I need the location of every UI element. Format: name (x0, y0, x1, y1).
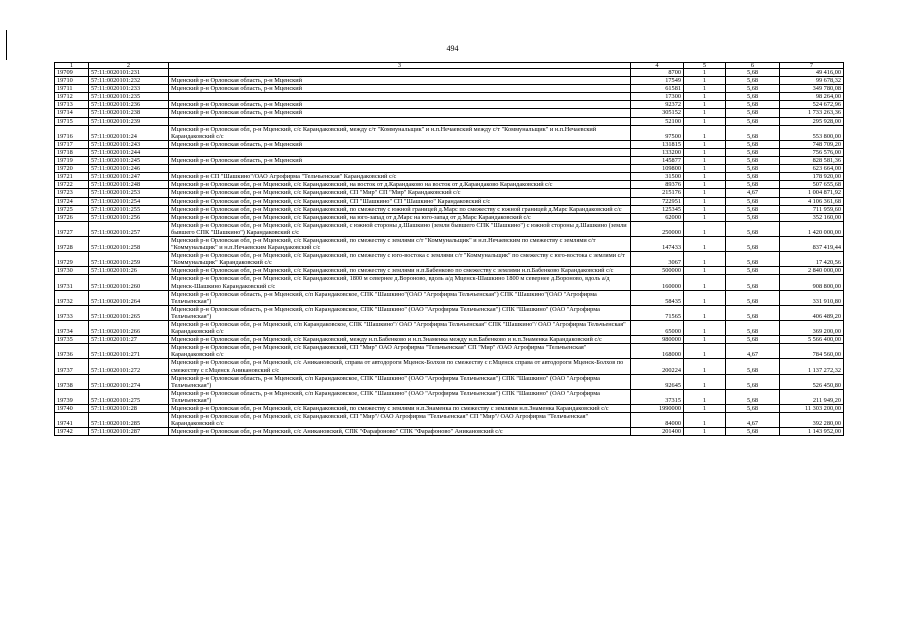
count-value: 1 (684, 221, 726, 236)
rate-value: 5,68 (726, 93, 780, 101)
cadastral-number: 57:11:0020101:231 (89, 69, 169, 77)
row-number: 19740 (55, 405, 89, 413)
cadastral-value: 711 959,60 (780, 205, 844, 213)
rate-value: 5,68 (726, 148, 780, 156)
cadastral-value: 784 560,00 (780, 344, 844, 359)
count-value: 1 (684, 165, 726, 173)
rate-value: 5,68 (726, 267, 780, 275)
location-description: Мценский р-н Орловская обл, р-н Мценский, с/с Карандаковский, по смежеству с юго-востока с землями с/т "Коммунальщик" по смежеству с юго-востока с землями с/т "Коммунальщик" Карандаковский с/с (169, 252, 631, 267)
cadastral-value: 1 004 871,92 (780, 189, 844, 197)
cadastral-number: 57:11:0020101:275 (89, 389, 169, 404)
column-header-3: 3 (169, 63, 631, 69)
rate-value: 5,68 (726, 359, 780, 374)
row-number: 19719 (55, 157, 89, 165)
table-row (55, 321, 844, 336)
location-description: Мценский р-н Орловская область, р-н Мценский, с/п Карандаковское, СПК "Шашкино" (ОАО "Агрофирма Тельчьенская") СПК "Шашкино" (ОАО "Агрофирма Тельчьенская") (169, 389, 631, 404)
cadastral-value: 908 800,00 (780, 275, 844, 290)
rate-value: 5,68 (726, 213, 780, 221)
row-number: 19726 (55, 213, 89, 221)
area-value: 62000 (631, 213, 684, 221)
location-description (169, 69, 631, 77)
area-value: 201400 (631, 428, 684, 436)
rate-value: 5,68 (726, 252, 780, 267)
location-description: Мценский р-н Орловская область, р-н Мценский (169, 140, 631, 148)
cadastral-value: 2 840 000,00 (780, 267, 844, 275)
location-description: Мценский р-н Орловская обл, р-н Мценский, с/с Карандаковский, на юго-запад от д.Марс на юго-запад от д.Марс Карандаковский с/с (169, 213, 631, 221)
cadastral-value: 828 581,36 (780, 157, 844, 165)
location-description: Мценский р-н Орловская обл, р-н Мценский, с/с Карандаковский, СП "Мир"/ ОАО Агрофирма "Тельчьенская" СП "Мир"/ ОАО Агрофирма "Тельчьенская" Карандаковский с/с (169, 413, 631, 428)
cadastral-value: 837 419,44 (780, 236, 844, 251)
location-description: Мценский р-н Орловская область, р-н Мценский, с/п Карандаковское, СПК "Шашкино" (ОАО "Агрофирма Тельчьенская") СПК "Шашкино" (ОАО "Агрофирма Тельчьенская") (169, 374, 631, 389)
cadastral-value: 5 566 400,00 (780, 336, 844, 344)
table-row (55, 205, 844, 213)
count-value: 1 (684, 405, 726, 413)
rate-value: 5,68 (726, 374, 780, 389)
row-number: 19714 (55, 109, 89, 117)
rate-value: 5,68 (726, 405, 780, 413)
count-value: 1 (684, 267, 726, 275)
cadastral-value: 211 949,20 (780, 389, 844, 404)
row-number: 19728 (55, 236, 89, 251)
table-row (55, 344, 844, 359)
cadastral-number: 57:11:0020101:247 (89, 173, 169, 181)
cadastral-value: 17 420,56 (780, 252, 844, 267)
area-value: 17549 (631, 77, 684, 85)
cadastral-number: 57:11:0020101:266 (89, 321, 169, 336)
cadastral-number: 57:11:0020101:260 (89, 275, 169, 290)
cadastral-value: 295 928,00 (780, 117, 844, 125)
column-header-5: 5 (684, 63, 726, 69)
area-value: 61581 (631, 85, 684, 93)
count-value: 1 (684, 77, 726, 85)
row-number: 19734 (55, 321, 89, 336)
cadastral-value: 553 800,00 (780, 125, 844, 140)
location-description: Мценский р-н Орловская обл, р-н Мценский, с/с Карандаковский, с южной стороны д.Шашкино (земли бывшего СПК "Шашкино") с южной стороны д.Шашкино (земли бывшего СПК "Шашкино") Карандаковский с/с (169, 221, 631, 236)
location-description: Мценский р-н Орловская область, р-н Мценский (169, 157, 631, 165)
count-value: 1 (684, 117, 726, 125)
location-description: Мценский р-н Орловская обл, р-н Мценский, с/с Карандаковский, по смежеству с землями н.п.Бабенково по смежеству с землями н.п.Бабенково Карандаковский с/с (169, 267, 631, 275)
location-description: Мценский р-н Орловская обл, р-н Мценский, с/с Карандаковский, по смежеству с землями с/т "Коммунальщик" и н.п.Нечаевским по смежеству с землями с/т "Коммунальщик" и н.п.Нечаевским Карандаковский с/с (169, 236, 631, 251)
table-row (55, 189, 844, 197)
location-description: Мценский р-н Орловская область, р-н Мценский, с/п Карандаковское, СПК "Шашкино"(ОАО "Агрофирма Тельчьенская") СПК "Шашкино"(ОАО "Агрофирма Тельчьенская") (169, 290, 631, 305)
count-value: 1 (684, 148, 726, 156)
area-value: 97500 (631, 125, 684, 140)
count-value: 1 (684, 189, 726, 197)
rate-value: 5,68 (726, 165, 780, 173)
area-value: 31500 (631, 173, 684, 181)
cadastral-value: 406 489,20 (780, 305, 844, 320)
area-value: 71565 (631, 305, 684, 320)
count-value: 1 (684, 344, 726, 359)
cadastral-number: 57:11:0020101:253 (89, 189, 169, 197)
table-row (55, 77, 844, 85)
table-row (55, 125, 844, 140)
rate-value: 5,68 (726, 197, 780, 205)
row-number: 19715 (55, 117, 89, 125)
location-description: Мценский р-н Орловская область, р-н Мценский (169, 101, 631, 109)
count-value: 1 (684, 157, 726, 165)
area-value: 147433 (631, 236, 684, 251)
area-value: 980000 (631, 336, 684, 344)
cadastral-value: 98 264,00 (780, 93, 844, 101)
rate-value: 5,68 (726, 428, 780, 436)
cadastral-number: 57:11:0020101:233 (89, 85, 169, 93)
cadastral-number: 57:11:0020101:254 (89, 197, 169, 205)
table-row (55, 389, 844, 404)
table-row (55, 413, 844, 428)
table-row (55, 374, 844, 389)
table-row (55, 236, 844, 251)
table-row (55, 140, 844, 148)
cadastral-number: 57:11:0020101:28 (89, 405, 169, 413)
area-value: 37315 (631, 389, 684, 404)
area-value: 3067 (631, 252, 684, 267)
cadastral-number: 57:11:0020101:26 (89, 267, 169, 275)
row-number: 19713 (55, 101, 89, 109)
area-value: 52100 (631, 117, 684, 125)
cadastral-number: 57:11:0020101:24 (89, 125, 169, 140)
table-row (55, 173, 844, 181)
count-value: 1 (684, 109, 726, 117)
cadastral-number: 57:11:0020101:248 (89, 181, 169, 189)
table-row (55, 165, 844, 173)
table-row (55, 148, 844, 156)
cadastral-number: 57:11:0020101:239 (89, 117, 169, 125)
count-value: 1 (684, 290, 726, 305)
cadastral-number: 57:11:0020101:258 (89, 236, 169, 251)
location-description: Мценский р-н Орловская обл, р-н Мценский, с/с Карандаковский, по смежеству с землями н.п.Знаменка по смежеству с землями н.п.Знаменка Карандаковский с/с (169, 405, 631, 413)
row-number: 19709 (55, 69, 89, 77)
area-value: 125345 (631, 205, 684, 213)
area-value: 109800 (631, 165, 684, 173)
cadastral-value: 331 910,80 (780, 290, 844, 305)
rate-value: 5,68 (726, 181, 780, 189)
row-number: 19723 (55, 189, 89, 197)
table-row (55, 405, 844, 413)
table-body (55, 69, 844, 436)
count-value: 1 (684, 140, 726, 148)
location-description (169, 117, 631, 125)
table-row (55, 101, 844, 109)
row-number: 19724 (55, 197, 89, 205)
rate-value: 4,67 (726, 189, 780, 197)
cadastral-number: 57:11:0020101:287 (89, 428, 169, 436)
area-value: 133200 (631, 148, 684, 156)
row-number: 19737 (55, 359, 89, 374)
area-value: 145877 (631, 157, 684, 165)
location-description (169, 93, 631, 101)
rate-value: 5,68 (726, 305, 780, 320)
row-number: 19721 (55, 173, 89, 181)
cadastral-value: 507 655,68 (780, 181, 844, 189)
location-description: Мценский р-н Орловская обл, р-н Мценский, с/п Карандаковское, СПК "Шашкино"/ ОАО "Агрофирма Тельчьенская" СПК "Шашкино"/ ОАО "Агрофирма Тельчьенская" Карандаковский с/с (169, 321, 631, 336)
count-value: 1 (684, 359, 726, 374)
area-value: 305152 (631, 109, 684, 117)
area-value: 92645 (631, 374, 684, 389)
count-value: 1 (684, 389, 726, 404)
cadastral-value: 756 576,00 (780, 148, 844, 156)
row-number: 19735 (55, 336, 89, 344)
count-value: 1 (684, 336, 726, 344)
rate-value: 4,67 (726, 344, 780, 359)
cadastral-value: 1 420 000,00 (780, 221, 844, 236)
count-value: 1 (684, 197, 726, 205)
count-value: 1 (684, 93, 726, 101)
cadastral-value: 352 160,00 (780, 213, 844, 221)
cadastral-number: 57:11:0020101:255 (89, 205, 169, 213)
table-row (55, 93, 844, 101)
cadastral-value: 369 200,00 (780, 321, 844, 336)
count-value: 1 (684, 275, 726, 290)
count-value: 1 (684, 205, 726, 213)
row-number: 19727 (55, 221, 89, 236)
cadastral-value: 1 143 952,00 (780, 428, 844, 436)
location-description: Мценский р-н Орловская обл, р-н Мценский, с/с Аникановский, СПК "Фарафоново" СПК "Фарафоново" Аникановский с/с (169, 428, 631, 436)
location-description (169, 165, 631, 173)
table-row (55, 85, 844, 93)
cadastral-number: 57:11:0020101:246 (89, 165, 169, 173)
area-value: 250000 (631, 221, 684, 236)
location-description: Мценский р-н Орловская обл, р-н Мценский, с/с Карандаковский, СП "Шашкино" СП "Шашкино" Карандаковский с/с (169, 197, 631, 205)
count-value: 1 (684, 236, 726, 251)
location-description: Мценский р-н Орловская обл, р-н Мценский, с/с Аникановский, справа от автодороги Мценск-Болхов по смежеству с г.Мценск справа от автодороги Мценск-Болхов по смежеству с г.Мценск Аникановский с/с (169, 359, 631, 374)
location-description: Мценский р-н Орловская область, р-н Мценский (169, 85, 631, 93)
cadastral-number: 57:11:0020101:257 (89, 221, 169, 236)
row-number: 19718 (55, 148, 89, 156)
column-header-7: 7 (780, 63, 844, 69)
area-value: 58435 (631, 290, 684, 305)
row-number: 19742 (55, 428, 89, 436)
row-number: 19711 (55, 85, 89, 93)
cadastral-number: 57:11:0020101:238 (89, 109, 169, 117)
rate-value: 5,68 (726, 275, 780, 290)
row-number: 19725 (55, 205, 89, 213)
cadastral-number: 57:11:0020101:259 (89, 252, 169, 267)
row-number: 19722 (55, 181, 89, 189)
row-number: 19720 (55, 165, 89, 173)
cadastral-value: 1 137 272,32 (780, 359, 844, 374)
cadastral-value: 623 664,00 (780, 165, 844, 173)
rate-value: 5,68 (726, 157, 780, 165)
table-row (55, 252, 844, 267)
cadastral-number: 57:11:0020101:285 (89, 413, 169, 428)
row-number: 19716 (55, 125, 89, 140)
count-value: 1 (684, 173, 726, 181)
row-number: 19729 (55, 252, 89, 267)
column-header-1: 1 (55, 63, 89, 69)
area-value: 84000 (631, 413, 684, 428)
cadastral-number: 57:11:0020101:236 (89, 101, 169, 109)
row-number: 19733 (55, 305, 89, 320)
location-description: Мценский р-н Орловская обл, р-н Мценский, с/с Карандаковский, по смежеству с южной границей д.Марс по смежеству с южной границей д.Марс Карандаковский с/с (169, 205, 631, 213)
area-value: 200224 (631, 359, 684, 374)
column-header-4: 4 (631, 63, 684, 69)
cadastral-value: 178 920,00 (780, 173, 844, 181)
location-description: Мценский р-н Орловская обл, р-н Мценский, с/с Карандаковский, между с/т "Коммунальщик" и н.п.Нечаевский между с/т "Коммунальщик" и н.п.Нечаевский Карандаковский с/с (169, 125, 631, 140)
table-row (55, 290, 844, 305)
cadastral-value: 524 672,96 (780, 101, 844, 109)
count-value: 1 (684, 374, 726, 389)
location-description: Мценский р-н Орловская обл, р-н Мценский, с/с Карандаковский, СП "Мир" ОАО Агрофирма "Тельчьенская" СП "Мир" /ОАО Агрофирма "Тельчьенская" Карандаковский с/с (169, 344, 631, 359)
cadastral-number: 57:11:0020101:27 (89, 336, 169, 344)
table-row (55, 213, 844, 221)
rate-value: 5,68 (726, 290, 780, 305)
rate-value: 4,67 (726, 413, 780, 428)
cadastral-value: 526 450,80 (780, 374, 844, 389)
cadastral-number: 57:11:0020101:232 (89, 77, 169, 85)
cadastral-number: 57:11:0020101:243 (89, 140, 169, 148)
cadastral-value: 748 709,20 (780, 140, 844, 148)
row-number: 19730 (55, 267, 89, 275)
location-description: Мценский р-н Орловская область, р-н Мценский (169, 109, 631, 117)
rate-value: 5,68 (726, 69, 780, 77)
location-description: Мценский р-н Орловская область, р-н Мценский (169, 77, 631, 85)
rate-value: 5,68 (726, 125, 780, 140)
area-value: 131815 (631, 140, 684, 148)
table-row (55, 221, 844, 236)
table-row (55, 359, 844, 374)
cadastral-number: 57:11:0020101:235 (89, 93, 169, 101)
location-description (169, 148, 631, 156)
cadastral-value: 11 303 200,00 (780, 405, 844, 413)
rate-value: 5,68 (726, 140, 780, 148)
count-value: 1 (684, 101, 726, 109)
table-row (55, 197, 844, 205)
area-value: 92372 (631, 101, 684, 109)
table-row (55, 117, 844, 125)
cadastral-number: 57:11:0020101:271 (89, 344, 169, 359)
count-value: 1 (684, 428, 726, 436)
row-number: 19732 (55, 290, 89, 305)
location-description: Мценский р-н Орловская обл, р-н Мценский, с/с Карандаковский, 1800 м севернее д.Вороново, вдоль а/д Мценск-Шашкино 1800 м севернее д.Вороново, вдоль а/д Мценск-Шашкино Карандаковский с/с (169, 275, 631, 290)
count-value: 1 (684, 213, 726, 221)
location-description: Мценский р-н СП "Шашкино"/ОАО Агрофирма "Тельчьенская" Карандаковский с/с (169, 173, 631, 181)
cadastral-table (54, 62, 844, 436)
row-number: 19731 (55, 275, 89, 290)
count-value: 1 (684, 85, 726, 93)
row-number: 19741 (55, 413, 89, 428)
cadastral-value: 4 106 361,68 (780, 197, 844, 205)
column-header-6: 6 (726, 63, 780, 69)
cadastral-number: 57:11:0020101:274 (89, 374, 169, 389)
area-value: 168000 (631, 344, 684, 359)
location-description: Мценский р-н Орловская обл, р-н Мценский, с/с Карандаковский, СП "Мир" СП "Мир" Карандаковский с/с (169, 189, 631, 197)
rate-value: 5,68 (726, 173, 780, 181)
rate-value: 5,68 (726, 389, 780, 404)
cadastral-number: 57:11:0020101:256 (89, 213, 169, 221)
table-row (55, 267, 844, 275)
row-number: 19712 (55, 93, 89, 101)
rate-value: 5,68 (726, 205, 780, 213)
cadastral-value: 99 678,32 (780, 77, 844, 85)
rate-value: 5,68 (726, 85, 780, 93)
count-value: 1 (684, 181, 726, 189)
cadastral-number: 57:11:0020101:265 (89, 305, 169, 320)
rate-value: 5,68 (726, 77, 780, 85)
cadastral-value: 49 416,00 (780, 69, 844, 77)
cadastral-number: 57:11:0020101:264 (89, 290, 169, 305)
table-row (55, 275, 844, 290)
rate-value: 5,68 (726, 117, 780, 125)
cadastral-number: 57:11:0020101:272 (89, 359, 169, 374)
cadastral-number: 57:11:0020101:245 (89, 157, 169, 165)
rate-value: 5,68 (726, 101, 780, 109)
location-description: Мценский р-н Орловская обл, р-н Мценский, с/с Карандаковский, между н.п.Бабенково и н.п.Знаменка между н.п.Бабенково и н.п.Знаменка Карандаковский с/с (169, 336, 631, 344)
cadastral-value: 349 780,08 (780, 85, 844, 93)
cadastral-value: 392 280,00 (780, 413, 844, 428)
column-header-2: 2 (89, 63, 169, 69)
area-value: 722951 (631, 197, 684, 205)
table-row (55, 336, 844, 344)
count-value: 1 (684, 413, 726, 428)
cadastral-value: 1 733 263,36 (780, 109, 844, 117)
table-row (55, 181, 844, 189)
rate-value: 5,68 (726, 236, 780, 251)
row-number: 19739 (55, 389, 89, 404)
area-value: 17300 (631, 93, 684, 101)
area-value: 65000 (631, 321, 684, 336)
area-value: 8700 (631, 69, 684, 77)
table-row (55, 157, 844, 165)
row-number: 19738 (55, 374, 89, 389)
count-value: 1 (684, 252, 726, 267)
table-row (55, 428, 844, 436)
location-description: Мценский р-н Орловская область, р-н Мценский, с/п Карандаковское, СПК "Шашкино" (ОАО "Агрофирма Тельчьенская") СПК "Шашкино" (ОАО "Агрофирма Тельчьенская") (169, 305, 631, 320)
rate-value: 5,68 (726, 321, 780, 336)
table-row (55, 69, 844, 77)
count-value: 1 (684, 305, 726, 320)
table-row (55, 305, 844, 320)
area-value: 89376 (631, 181, 684, 189)
row-number: 19736 (55, 344, 89, 359)
rate-value: 5,68 (726, 221, 780, 236)
area-value: 500000 (631, 267, 684, 275)
table-row (55, 109, 844, 117)
area-value: 215176 (631, 189, 684, 197)
page-number: 494 (446, 44, 459, 53)
rate-value: 5,68 (726, 109, 780, 117)
area-value: 1990000 (631, 405, 684, 413)
area-value: 160000 (631, 275, 684, 290)
location-description: Мценский р-н Орловская обл, р-н Мценский, с/с Карандаковский, на восток от д.Карандаково на восток от д.Карандаково Карандаковский с/с (169, 181, 631, 189)
count-value: 1 (684, 125, 726, 140)
count-value: 1 (684, 321, 726, 336)
count-value: 1 (684, 69, 726, 77)
row-number: 19717 (55, 140, 89, 148)
cadastral-number: 57:11:0020101:244 (89, 148, 169, 156)
row-number: 19710 (55, 77, 89, 85)
rate-value: 5,68 (726, 336, 780, 344)
